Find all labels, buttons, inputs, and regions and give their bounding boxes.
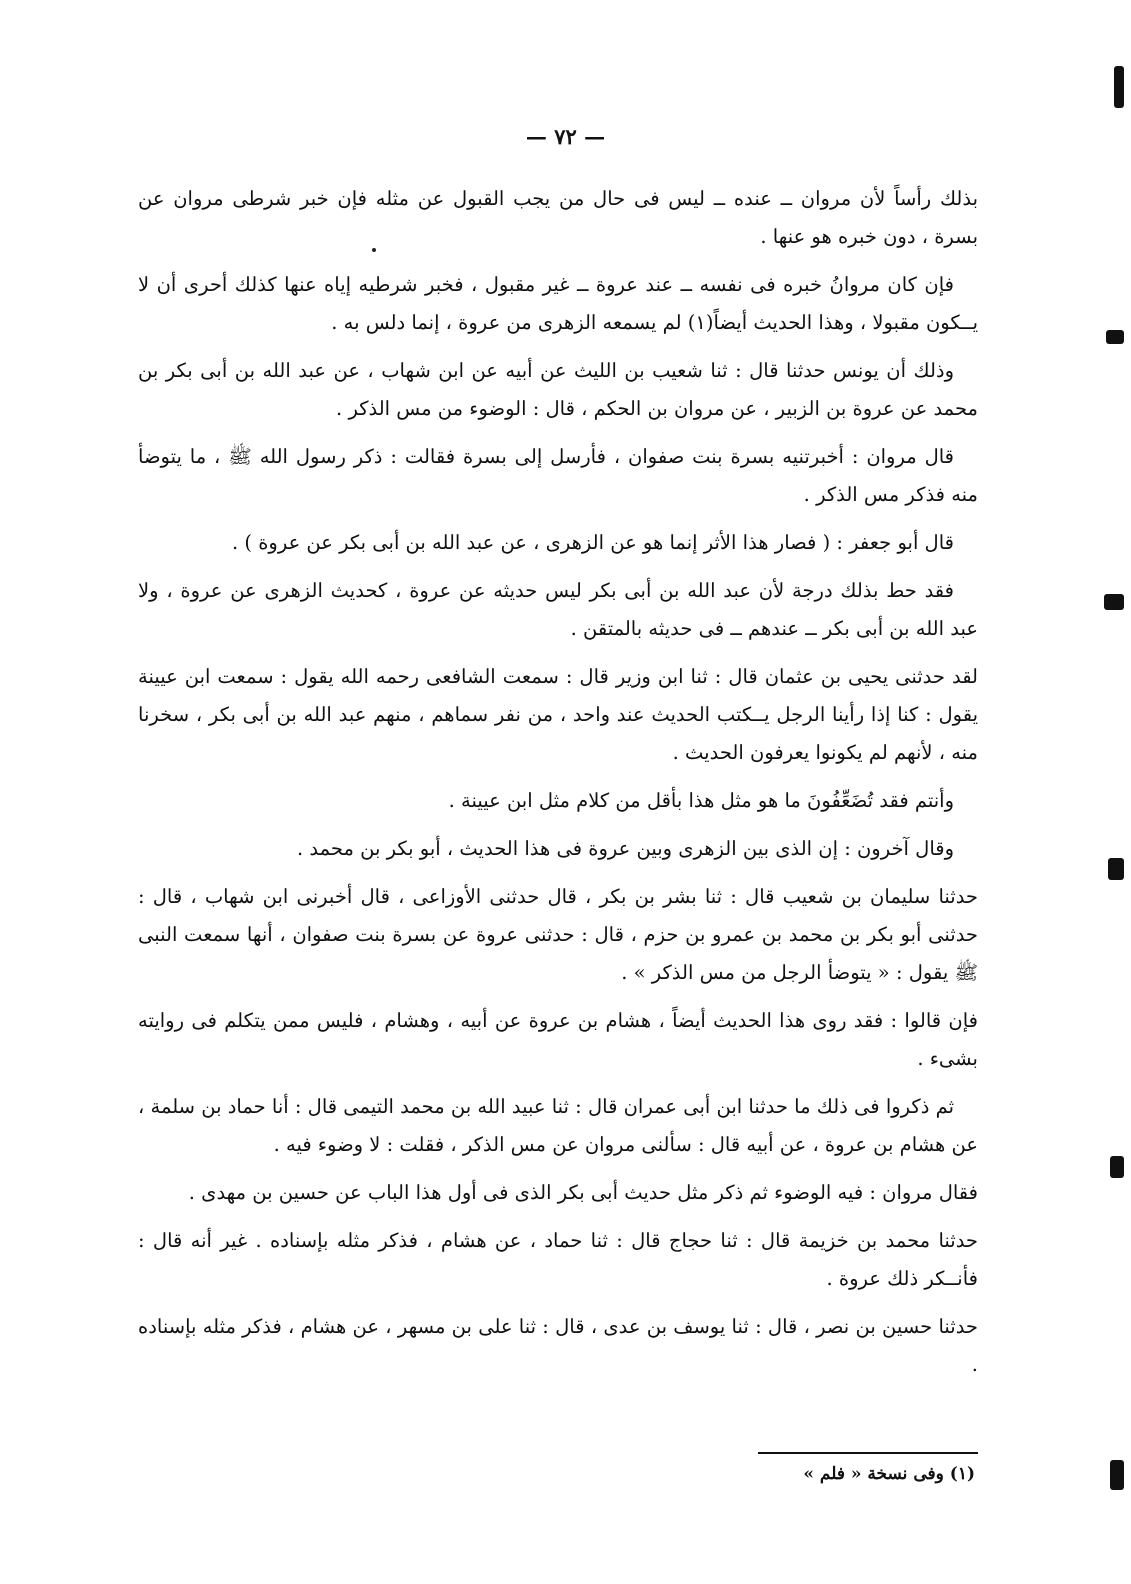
paragraph-9: وقال آخرون : إن الذى بين الزهرى وبين عروة فى هذا الحديث ، أبو بكر بن محمد . (297, 837, 954, 860)
paragraph-11: فإن قالوا : فقد روى هذا الحديث أيضاً ، هشام بن عروة عن أبيه ، وهشام ، فليس ممن يتكلم فى روايته بشىء . (138, 1009, 978, 1070)
scan-edge-mark (1110, 1460, 1124, 1490)
paragraph-14: حدثنا محمد بن خزيمة قال : ثنا حجاج قال : ثنا حماد ، عن هشام ، فذكر مثله بإسناده . غير أنه قال : فأنــكر ذلك عروة . (138, 1229, 978, 1290)
scan-edge-mark (1106, 330, 1124, 344)
scan-speck (372, 248, 376, 252)
main-text (138, 180, 978, 1394)
scan-edge-mark (1104, 594, 1124, 610)
footnote: (١) وفى نسخة « فلم » (803, 1464, 975, 1484)
paragraph-5: قال أبو جعفر : ( فصار هذا الأثر إنما هو عن الزهرى ، عن عبد الله بن أبى بكر عن عروة ) . (232, 531, 954, 554)
paragraph-4: قال مروان : أخبرتنيه بسرة بنت صفوان ، فأرسل إلى بسرة فقالت : ذكر رسول الله ﷺ ، ما يتوضأ منه فذكر مس الذكر . (138, 445, 978, 506)
scan-edge-mark (1108, 858, 1124, 880)
paragraph-12: ثم ذكروا فى ذلك ما حدثنا ابن أبى عمران قال : ثنا عبيد الله بن محمد التيمى قال : أنا حماد بن سلمة ، عن هشام بن عروة ، عن أبيه قال : سألنى مروان عن مس الذكر ، فقلت : لا وضوء فيه . (138, 1095, 978, 1156)
paragraph-15: حدثنا حسين بن نصر ، قال : ثنا يوسف بن عدى ، قال : ثنا على بن مسهر ، عن هشام ، فذكر مثله بإسناده . (138, 1315, 978, 1376)
page-number: — ٧٢ — (525, 124, 606, 149)
scan-edge-mark (1110, 1156, 1124, 1178)
scan-edge-mark (1114, 66, 1124, 108)
paragraph-3: وذلك أن يونس حدثنا قال : ثنا شعيب بن الليث عن أبيه عن ابن شهاب ، عن عبد الله بن أبى بكر بن محمد عن عروة بن الزبير ، عن مروان بن الحكم ، قال : الوضوء من مس الذكر . (138, 359, 978, 420)
paragraph-13: فقال مروان : فيه الوضوء ثم ذكر مثل حديث أبى بكر الذى فى أول هذا الباب عن حسين بن مهدى . (188, 1181, 978, 1204)
paragraph-6: فقد حط بذلك درجة لأن عبد الله بن أبى بكر ليس حديثه عن عروة ، كحديث الزهرى عن عروة ، ولا عبد الله بن أبى بكر ــ عندهم ــ فى حديثه بالمتقن . (138, 579, 978, 640)
footnote-divider (758, 1452, 978, 1454)
paragraph-1: بذلك رأساً لأن مروان ــ عنده ــ ليس فى حال من يجب القبول عن مثله فإن خبر شرطى مروان عن بسرة ، دون خبره هو عنها . (138, 187, 978, 248)
paragraph-10: حدثنا سليمان بن شعيب قال : ثنا بشر بن بكر ، قال حدثنى الأوزاعى ، قال أخبرنى ابن شهاب ، قال : حدثنى أبو بكر بن محمد بن عمرو بن حزم ، قال : حدثنى عروة عن بسرة بنت صفوان ، أنها سمعت النبى ﷺ يقول : « يتوضأ الرجل من مس الذكر » . (138, 885, 978, 984)
paragraph-8: وأنتم فقد تُضَعِّفُونَ ما هو مثل هذا بأقل من كلام مثل ابن عيينة . (448, 789, 954, 812)
paragraph-7: لقد حدثنى يحيى بن عثمان قال : ثنا ابن وزير قال : سمعت الشافعى رحمه الله يقول : سمعت ابن عيينة يقول : كنا إذا رأينا الرجل يــكتب الحديث عند واحد ، من نفر سماهم ، منهم عبد الله بن أبى بكر ، سخرنا منه ، لأنهم لم يكونوا يعرفون الحديث . (138, 665, 978, 764)
paragraph-2: فإن كان مروانُ خبره فى نفسه ــ عند عروة ــ غير مقبول ، فخبر شرطيه إياه عنها كذلك أحرى أن لا يــكون مقبولا ، وهذا الحديث أيضاً(١) لم يسمعه الزهرى من عروة ، إنما دلس به . (138, 273, 978, 334)
